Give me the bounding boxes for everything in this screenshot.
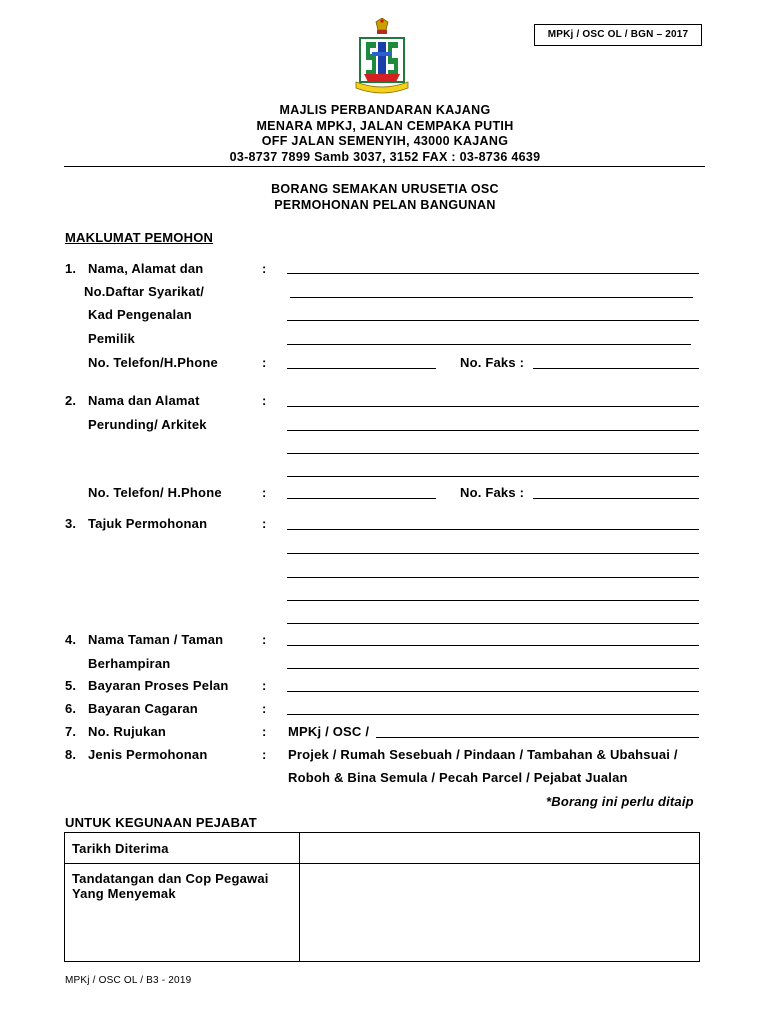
item2-fax-label: No. Faks : bbox=[460, 485, 525, 500]
item2-label-line1: Nama dan Alamat bbox=[88, 393, 200, 408]
item5-label: Bayaran Proses Pelan bbox=[88, 678, 229, 693]
item1-phone-colon: : bbox=[262, 355, 267, 370]
item3-label: Tajuk Permohonan bbox=[88, 516, 208, 531]
item2-colon: : bbox=[262, 393, 267, 408]
item3-entry-line-2[interactable] bbox=[287, 553, 699, 554]
item4-colon: : bbox=[262, 632, 267, 647]
item6-entry-line[interactable] bbox=[287, 714, 699, 715]
form-title bbox=[0, 182, 770, 213]
item2-phone-label: No. Telefon/ H.Phone bbox=[88, 485, 222, 500]
item7-number: 7. bbox=[65, 724, 77, 739]
officer-signature-cell[interactable] bbox=[301, 864, 699, 961]
item2-entry-line-1[interactable] bbox=[287, 406, 699, 407]
office-use-table bbox=[64, 832, 700, 962]
item4-number: 4. bbox=[65, 632, 77, 647]
item5-number: 5. bbox=[65, 678, 77, 693]
item7-label: No. Rujukan bbox=[88, 724, 167, 739]
item1-label-line1: Nama, Alamat dan bbox=[88, 261, 204, 276]
officer-signature-label bbox=[72, 871, 269, 901]
item4-label-line1: Nama Taman / Taman bbox=[88, 632, 224, 647]
item8-options-line1[interactable]: Projek / Rumah Sesebuah / Pindaan / Tambahan & Ubahsuai / bbox=[288, 747, 678, 762]
item3-entry-line-1[interactable] bbox=[287, 529, 699, 530]
footer-form-code: MPKj / OSC OL / B3 - 2019 bbox=[65, 975, 192, 986]
item2-fax-line[interactable] bbox=[533, 498, 699, 499]
header-line-contact: 03-8737 7899 Samb 3037, 3152 FAX : 03-8736 4639 bbox=[229, 149, 541, 164]
item1-entry-line-3[interactable] bbox=[287, 320, 699, 321]
header-line-council: MAJLIS PERBANDARAN KAJANG bbox=[279, 103, 491, 117]
item1-fax-label: No. Faks : bbox=[460, 355, 525, 370]
date-received-label: Tarikh Diterima bbox=[72, 841, 169, 856]
item3-colon: : bbox=[262, 516, 267, 531]
officer-signature-label-line2: Yang Menyemak bbox=[72, 886, 176, 901]
header-divider bbox=[64, 166, 705, 167]
council-header bbox=[0, 103, 770, 165]
item7-reference-prefix: MPKj / OSC / bbox=[288, 724, 370, 739]
form-title-line2: PERMOHONAN PELAN BANGUNAN bbox=[274, 197, 496, 212]
item1-label-line4: Pemilik bbox=[88, 331, 135, 346]
item1-phone-label: No. Telefon/H.Phone bbox=[88, 355, 218, 370]
item1-entry-line-1[interactable] bbox=[287, 273, 699, 274]
item8-label: Jenis Permohonan bbox=[88, 747, 208, 762]
item1-number: 1. bbox=[65, 261, 77, 276]
item3-entry-line-3[interactable] bbox=[287, 577, 699, 578]
item3-entry-line-4[interactable] bbox=[287, 600, 699, 601]
item8-options-line2[interactable]: Roboh & Bina Semula / Pecah Parcel / Pejabat Jualan bbox=[288, 770, 628, 785]
mpkj-crest-logo bbox=[354, 18, 410, 98]
item2-entry-line-3[interactable] bbox=[287, 453, 699, 454]
item3-entry-line-5[interactable] bbox=[287, 623, 699, 624]
item5-colon: : bbox=[262, 678, 267, 693]
form-title-line1: BORANG SEMAKAN URUSETIA OSC bbox=[271, 182, 499, 196]
item2-entry-line-2[interactable] bbox=[287, 430, 699, 431]
item2-number: 2. bbox=[65, 393, 77, 408]
item2-label-line2: Perunding/ Arkitek bbox=[88, 417, 207, 432]
item4-entry-line-1[interactable] bbox=[287, 645, 699, 646]
reference-code-box: MPKj / OSC OL / BGN – 2017 bbox=[534, 24, 702, 46]
section-heading-applicant: MAKLUMAT PEMOHON bbox=[65, 230, 214, 245]
date-received-cell[interactable] bbox=[301, 833, 699, 863]
item5-entry-line[interactable] bbox=[287, 691, 699, 692]
item1-colon: : bbox=[262, 261, 267, 276]
header-line-address2: OFF JALAN SEMENYIH, 43000 KAJANG bbox=[261, 134, 509, 148]
item1-phone-line[interactable] bbox=[287, 368, 436, 369]
item1-entry-line-4[interactable] bbox=[287, 344, 691, 345]
item6-number: 6. bbox=[65, 701, 77, 716]
item1-fax-line[interactable] bbox=[533, 368, 699, 369]
item6-label: Bayaran Cagaran bbox=[88, 701, 198, 716]
typing-required-note: *Borang ini perlu ditaip bbox=[546, 794, 694, 809]
item6-colon: : bbox=[262, 701, 267, 716]
item8-number: 8. bbox=[65, 747, 77, 762]
item1-entry-line-2[interactable] bbox=[290, 297, 693, 298]
item7-colon: : bbox=[262, 724, 267, 739]
item2-phone-colon: : bbox=[262, 485, 267, 500]
item1-label-line3: Kad Pengenalan bbox=[88, 307, 192, 322]
item2-phone-line[interactable] bbox=[287, 498, 436, 499]
item3-number: 3. bbox=[65, 516, 77, 531]
item4-entry-line-2[interactable] bbox=[287, 668, 699, 669]
item8-colon: : bbox=[262, 747, 267, 762]
office-use-heading: UNTUK KEGUNAAN PEJABAT bbox=[65, 815, 257, 830]
item7-reference-entry-line[interactable] bbox=[376, 737, 699, 738]
header-line-address1: MENARA MPKJ, JALAN CEMPAKA PUTIH bbox=[256, 118, 514, 133]
item2-entry-line-4[interactable] bbox=[287, 476, 699, 477]
office-table-column-divider bbox=[299, 833, 300, 961]
officer-signature-label-line1: Tandatangan dan Cop Pegawai bbox=[72, 871, 269, 886]
item1-label-line2: No.Daftar Syarikat/ bbox=[84, 284, 205, 299]
item4-label-line2: Berhampiran bbox=[88, 656, 171, 671]
